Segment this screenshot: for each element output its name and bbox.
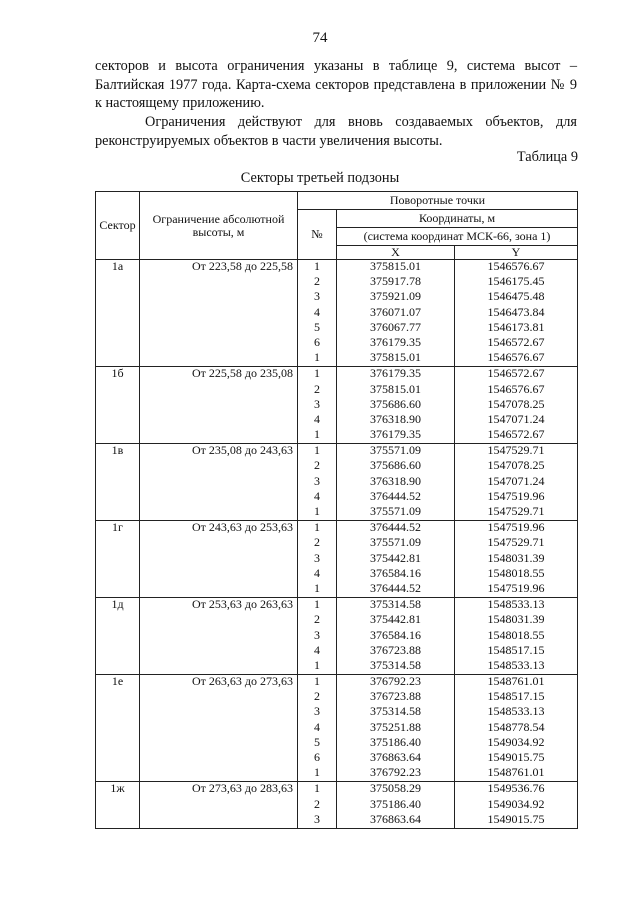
x-coordinate-cell: 375251.88 bbox=[337, 721, 455, 736]
limit-cell bbox=[140, 321, 298, 336]
table-row bbox=[96, 598, 578, 614]
sector-cell bbox=[96, 505, 140, 521]
point-number-cell: 3 bbox=[298, 629, 337, 644]
limit-cell bbox=[140, 798, 298, 813]
sector-cell bbox=[96, 813, 140, 829]
y-coordinate-cell: 1546576.67 bbox=[455, 260, 578, 276]
y-coordinate-cell: 1548031.39 bbox=[455, 552, 578, 567]
header-turning-points: Поворотные точки bbox=[298, 192, 578, 210]
sector-cell bbox=[96, 644, 140, 659]
sector-cell bbox=[96, 321, 140, 336]
limit-cell bbox=[140, 290, 298, 305]
x-coordinate-cell: 375186.40 bbox=[337, 798, 455, 813]
x-coordinate-cell: 375571.09 bbox=[337, 536, 455, 551]
table-row bbox=[96, 721, 578, 736]
point-number-cell: 2 bbox=[298, 613, 337, 628]
table-row bbox=[96, 766, 578, 782]
x-coordinate-cell: 376584.16 bbox=[337, 567, 455, 582]
point-number-cell: 1 bbox=[298, 505, 337, 521]
sector-cell bbox=[96, 721, 140, 736]
table-row bbox=[96, 751, 578, 766]
table-row bbox=[96, 260, 578, 276]
y-coordinate-cell: 1547529.71 bbox=[455, 505, 578, 521]
table-row bbox=[96, 690, 578, 705]
y-coordinate-cell: 1546572.67 bbox=[455, 428, 578, 444]
table-row bbox=[96, 552, 578, 567]
y-coordinate-cell: 1549034.92 bbox=[455, 798, 578, 813]
y-coordinate-cell: 1548761.01 bbox=[455, 675, 578, 691]
y-coordinate-cell: 1548517.15 bbox=[455, 644, 578, 659]
table-row bbox=[96, 782, 578, 798]
y-coordinate-cell: 1548761.01 bbox=[455, 766, 578, 782]
y-coordinate-cell: 1547519.96 bbox=[455, 582, 578, 598]
point-number-cell: 1 bbox=[298, 351, 337, 367]
x-coordinate-cell: 375442.81 bbox=[337, 613, 455, 628]
sector-cell bbox=[96, 690, 140, 705]
x-coordinate-cell: 376863.64 bbox=[337, 813, 455, 829]
limit-cell bbox=[140, 383, 298, 398]
sector-cell: 1б bbox=[96, 367, 140, 383]
sector-cell bbox=[96, 490, 140, 505]
x-coordinate-cell: 375815.01 bbox=[337, 383, 455, 398]
y-coordinate-cell: 1548018.55 bbox=[455, 629, 578, 644]
x-coordinate-cell: 376792.23 bbox=[337, 675, 455, 691]
limit-cell bbox=[140, 613, 298, 628]
sector-cell bbox=[96, 475, 140, 490]
x-coordinate-cell: 376792.23 bbox=[337, 766, 455, 782]
point-number-cell: 3 bbox=[298, 475, 337, 490]
y-coordinate-cell: 1546572.67 bbox=[455, 367, 578, 383]
point-number-cell: 2 bbox=[298, 536, 337, 551]
x-coordinate-cell: 376318.90 bbox=[337, 413, 455, 428]
header-coord-system: (система координат МСК-66, зона 1) bbox=[337, 228, 578, 246]
y-coordinate-cell: 1546576.67 bbox=[455, 383, 578, 398]
table-row bbox=[96, 367, 578, 383]
sector-cell bbox=[96, 766, 140, 782]
point-number-cell: 4 bbox=[298, 644, 337, 659]
header-x: X bbox=[337, 246, 455, 260]
x-coordinate-cell: 375314.58 bbox=[337, 659, 455, 675]
y-coordinate-cell: 1549015.75 bbox=[455, 751, 578, 766]
x-coordinate-cell: 376071.07 bbox=[337, 306, 455, 321]
x-coordinate-cell: 375314.58 bbox=[337, 598, 455, 614]
x-coordinate-cell: 375815.01 bbox=[337, 351, 455, 367]
limit-cell bbox=[140, 659, 298, 675]
y-coordinate-cell: 1548517.15 bbox=[455, 690, 578, 705]
y-coordinate-cell: 1546173.81 bbox=[455, 321, 578, 336]
point-number-cell: 2 bbox=[298, 275, 337, 290]
table-row bbox=[96, 629, 578, 644]
table-body bbox=[96, 260, 578, 829]
y-coordinate-cell: 1546576.67 bbox=[455, 351, 578, 367]
y-coordinate-cell: 1548778.54 bbox=[455, 721, 578, 736]
point-number-cell: 1 bbox=[298, 766, 337, 782]
table-row bbox=[96, 336, 578, 351]
y-coordinate-cell: 1548031.39 bbox=[455, 613, 578, 628]
sector-cell bbox=[96, 351, 140, 367]
y-coordinate-cell: 1549034.92 bbox=[455, 736, 578, 751]
y-coordinate-cell: 1547529.71 bbox=[455, 444, 578, 460]
table-row bbox=[96, 644, 578, 659]
y-coordinate-cell: 1549015.75 bbox=[455, 813, 578, 829]
limit-cell bbox=[140, 490, 298, 505]
point-number-cell: 6 bbox=[298, 751, 337, 766]
table-row bbox=[96, 736, 578, 751]
x-coordinate-cell: 376318.90 bbox=[337, 475, 455, 490]
limit-cell bbox=[140, 721, 298, 736]
point-number-cell: 3 bbox=[298, 552, 337, 567]
table-row bbox=[96, 413, 578, 428]
limit-cell: От 243,63 до 253,63 bbox=[140, 521, 298, 537]
table-row bbox=[96, 444, 578, 460]
page-number: 74 bbox=[312, 30, 328, 46]
table-caption: Секторы третьей подзоны bbox=[240, 170, 400, 186]
point-number-cell: 1 bbox=[298, 367, 337, 383]
x-coordinate-cell: 375917.78 bbox=[337, 275, 455, 290]
sector-cell: 1е bbox=[96, 675, 140, 691]
limit-cell bbox=[140, 351, 298, 367]
table-row bbox=[96, 428, 578, 444]
limit-cell bbox=[140, 459, 298, 474]
limit-cell bbox=[140, 690, 298, 705]
point-number-cell: 4 bbox=[298, 306, 337, 321]
sector-cell bbox=[96, 751, 140, 766]
x-coordinate-cell: 376584.16 bbox=[337, 629, 455, 644]
x-coordinate-cell: 376863.64 bbox=[337, 751, 455, 766]
x-coordinate-cell: 376067.77 bbox=[337, 321, 455, 336]
header-limit: Ограничение абсолютной высоты, м bbox=[140, 192, 298, 260]
x-coordinate-cell: 375686.60 bbox=[337, 459, 455, 474]
limit-cell bbox=[140, 705, 298, 720]
y-coordinate-cell: 1546473.84 bbox=[455, 306, 578, 321]
table-row bbox=[96, 705, 578, 720]
y-coordinate-cell: 1546475.48 bbox=[455, 290, 578, 305]
paragraph-sector-info: секторов и высота ограничения указаны в таблице 9, система высот – Балтийская 1977 года. Карта-схема секторов представлена в приложении № 9 к настоящему приложению. bbox=[95, 58, 577, 111]
point-number-cell: 1 bbox=[298, 782, 337, 798]
point-number-cell: 1 bbox=[298, 521, 337, 537]
limit-cell bbox=[140, 306, 298, 321]
table-row bbox=[96, 675, 578, 691]
limit-cell bbox=[140, 751, 298, 766]
limit-cell bbox=[140, 275, 298, 290]
point-number-cell: 2 bbox=[298, 690, 337, 705]
limit-cell bbox=[140, 552, 298, 567]
y-coordinate-cell: 1546175.45 bbox=[455, 275, 578, 290]
sectors-table bbox=[95, 191, 578, 829]
y-coordinate-cell: 1548533.13 bbox=[455, 598, 578, 614]
sector-cell bbox=[96, 613, 140, 628]
table-row bbox=[96, 275, 578, 290]
point-number-cell: 2 bbox=[298, 798, 337, 813]
limit-cell bbox=[140, 644, 298, 659]
sector-cell bbox=[96, 428, 140, 444]
sector-cell bbox=[96, 567, 140, 582]
table-row bbox=[96, 582, 578, 598]
limit-cell bbox=[140, 336, 298, 351]
x-coordinate-cell: 375186.40 bbox=[337, 736, 455, 751]
limit-cell: От 223,58 до 225,58 bbox=[140, 260, 298, 276]
sector-cell bbox=[96, 582, 140, 598]
table-row bbox=[96, 521, 578, 537]
table-row bbox=[96, 659, 578, 675]
point-number-cell: 3 bbox=[298, 813, 337, 829]
y-coordinate-cell: 1547078.25 bbox=[455, 459, 578, 474]
point-number-cell: 1 bbox=[298, 582, 337, 598]
table-row bbox=[96, 459, 578, 474]
x-coordinate-cell: 375571.09 bbox=[337, 505, 455, 521]
limit-cell bbox=[140, 582, 298, 598]
x-coordinate-cell: 375314.58 bbox=[337, 705, 455, 720]
point-number-cell: 1 bbox=[298, 428, 337, 444]
table-row bbox=[96, 321, 578, 336]
sector-cell: 1г bbox=[96, 521, 140, 537]
point-number-cell: 3 bbox=[298, 290, 337, 305]
point-number-cell: 3 bbox=[298, 398, 337, 413]
x-coordinate-cell: 375442.81 bbox=[337, 552, 455, 567]
limit-cell bbox=[140, 536, 298, 551]
sector-cell bbox=[96, 398, 140, 413]
point-number-cell: 4 bbox=[298, 567, 337, 582]
limit-cell: От 225,58 до 235,08 bbox=[140, 367, 298, 383]
point-number-cell: 4 bbox=[298, 490, 337, 505]
point-number-cell: 1 bbox=[298, 675, 337, 691]
y-coordinate-cell: 1548533.13 bbox=[455, 705, 578, 720]
x-coordinate-cell: 375058.29 bbox=[337, 782, 455, 798]
sector-cell bbox=[96, 306, 140, 321]
table-row bbox=[96, 398, 578, 413]
sector-cell bbox=[96, 552, 140, 567]
point-number-cell: 3 bbox=[298, 705, 337, 720]
limit-cell: От 235,08 до 243,63 bbox=[140, 444, 298, 460]
y-coordinate-cell: 1547519.96 bbox=[455, 521, 578, 537]
table-row bbox=[96, 306, 578, 321]
sector-cell bbox=[96, 383, 140, 398]
sector-cell: 1ж bbox=[96, 782, 140, 798]
sector-cell bbox=[96, 336, 140, 351]
x-coordinate-cell: 376179.35 bbox=[337, 428, 455, 444]
x-coordinate-cell: 376444.52 bbox=[337, 582, 455, 598]
sector-cell bbox=[96, 659, 140, 675]
limit-cell bbox=[140, 475, 298, 490]
x-coordinate-cell: 376444.52 bbox=[337, 521, 455, 537]
point-number-cell: 1 bbox=[298, 598, 337, 614]
x-coordinate-cell: 375571.09 bbox=[337, 444, 455, 460]
table-row bbox=[96, 536, 578, 551]
point-number-cell: 2 bbox=[298, 383, 337, 398]
point-number-cell: 2 bbox=[298, 459, 337, 474]
limit-cell bbox=[140, 505, 298, 521]
table-row bbox=[96, 798, 578, 813]
limit-cell bbox=[140, 629, 298, 644]
x-coordinate-cell: 376179.35 bbox=[337, 367, 455, 383]
sector-cell bbox=[96, 736, 140, 751]
point-number-cell: 1 bbox=[298, 444, 337, 460]
sector-cell bbox=[96, 459, 140, 474]
table-row bbox=[96, 613, 578, 628]
x-coordinate-cell: 375815.01 bbox=[337, 260, 455, 276]
table-row bbox=[96, 475, 578, 490]
header-number: № bbox=[298, 210, 337, 260]
limit-cell bbox=[140, 766, 298, 782]
table-row bbox=[96, 383, 578, 398]
limit-cell bbox=[140, 567, 298, 582]
limit-cell bbox=[140, 398, 298, 413]
point-number-cell: 1 bbox=[298, 659, 337, 675]
table-row bbox=[96, 290, 578, 305]
x-coordinate-cell: 376444.52 bbox=[337, 490, 455, 505]
x-coordinate-cell: 376723.88 bbox=[337, 644, 455, 659]
y-coordinate-cell: 1548018.55 bbox=[455, 567, 578, 582]
y-coordinate-cell: 1549536.76 bbox=[455, 782, 578, 798]
sector-cell bbox=[96, 275, 140, 290]
point-number-cell: 4 bbox=[298, 721, 337, 736]
y-coordinate-cell: 1547529.71 bbox=[455, 536, 578, 551]
point-number-cell: 5 bbox=[298, 736, 337, 751]
sector-cell: 1в bbox=[96, 444, 140, 460]
limit-cell: От 273,63 до 283,63 bbox=[140, 782, 298, 798]
limit-cell bbox=[140, 813, 298, 829]
limit-cell: От 253,63 до 263,63 bbox=[140, 598, 298, 614]
table-row bbox=[96, 813, 578, 829]
point-number-cell: 4 bbox=[298, 413, 337, 428]
header-coordinates: Координаты, м bbox=[337, 210, 578, 228]
paragraph-restrictions: Ограничения действуют для вновь создаваемых объектов, для реконструируемых объектов в части увеличения высоты. bbox=[95, 114, 577, 149]
table-label: Таблица 9 bbox=[516, 149, 578, 165]
y-coordinate-cell: 1547078.25 bbox=[455, 398, 578, 413]
table-row bbox=[96, 567, 578, 582]
table-row bbox=[96, 351, 578, 367]
table-row bbox=[96, 490, 578, 505]
y-coordinate-cell: 1547071.24 bbox=[455, 413, 578, 428]
sector-cell bbox=[96, 705, 140, 720]
limit-cell bbox=[140, 413, 298, 428]
limit-cell: От 263,63 до 273,63 bbox=[140, 675, 298, 691]
header-y: Y bbox=[455, 246, 578, 260]
x-coordinate-cell: 375921.09 bbox=[337, 290, 455, 305]
x-coordinate-cell: 376723.88 bbox=[337, 690, 455, 705]
sector-cell bbox=[96, 798, 140, 813]
x-coordinate-cell: 376179.35 bbox=[337, 336, 455, 351]
sector-cell bbox=[96, 290, 140, 305]
x-coordinate-cell: 375686.60 bbox=[337, 398, 455, 413]
y-coordinate-cell: 1548533.13 bbox=[455, 659, 578, 675]
sector-cell: 1д bbox=[96, 598, 140, 614]
limit-cell bbox=[140, 428, 298, 444]
point-number-cell: 1 bbox=[298, 260, 337, 276]
sector-cell bbox=[96, 413, 140, 428]
y-coordinate-cell: 1547071.24 bbox=[455, 475, 578, 490]
y-coordinate-cell: 1546572.67 bbox=[455, 336, 578, 351]
limit-cell bbox=[140, 736, 298, 751]
sector-cell: 1а bbox=[96, 260, 140, 276]
point-number-cell: 5 bbox=[298, 321, 337, 336]
table-row bbox=[96, 505, 578, 521]
header-sector: Сектор bbox=[96, 192, 140, 260]
sector-cell bbox=[96, 629, 140, 644]
y-coordinate-cell: 1547519.96 bbox=[455, 490, 578, 505]
sector-cell bbox=[96, 536, 140, 551]
point-number-cell: 6 bbox=[298, 336, 337, 351]
